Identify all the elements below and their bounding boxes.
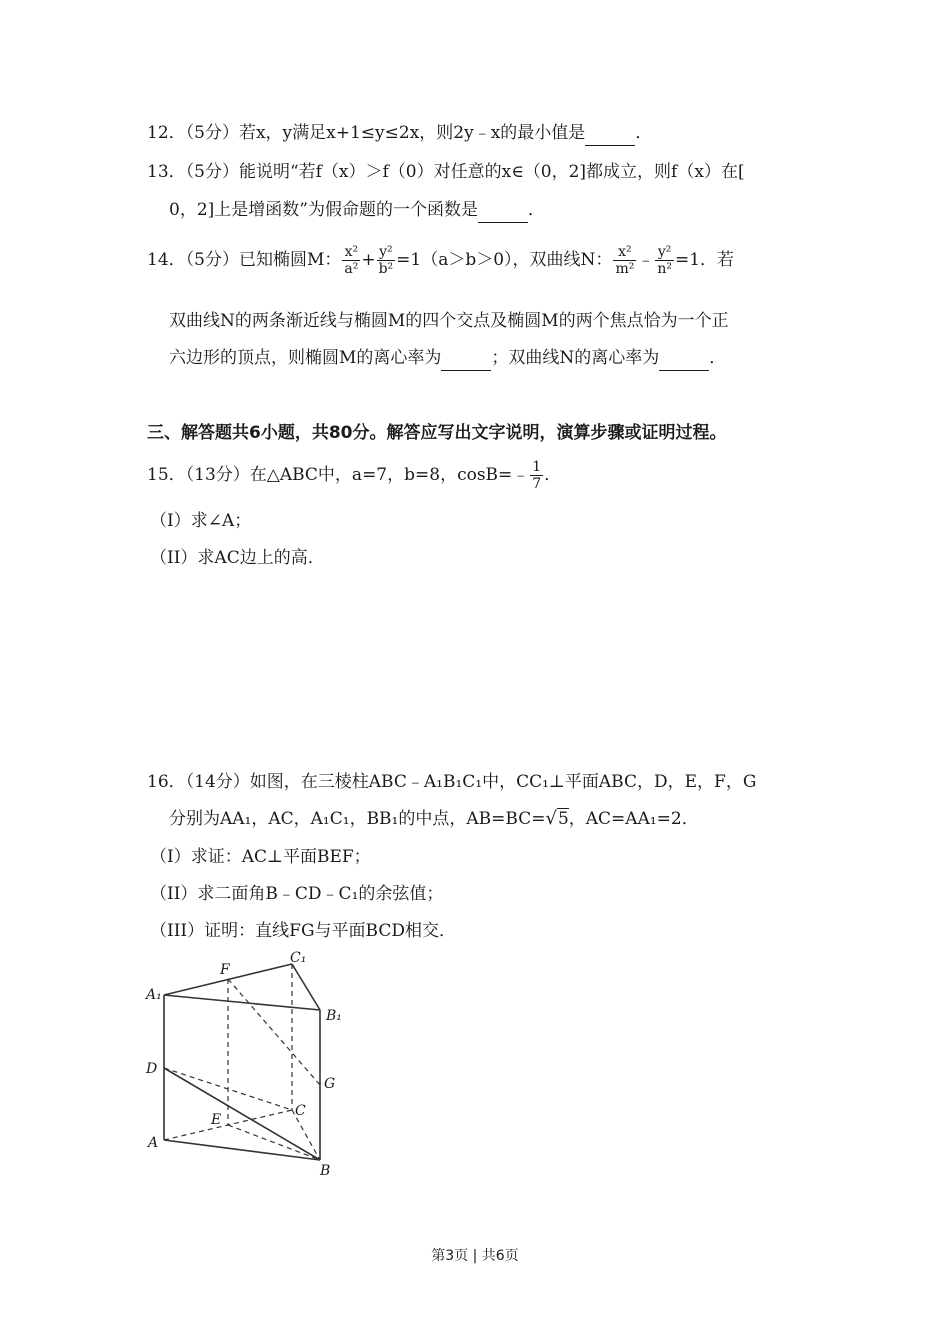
q14-line2: 双曲线N的两条渐近线与椭圆M的四个交点及椭圆M的两个焦点恰为一个正 [169,311,729,331]
edge-c1-b1 [292,964,320,1010]
q14-fraction-x2-m2 [613,244,636,277]
frac-denominator: b² [378,261,394,277]
minus-sign: ﹣ [637,250,655,270]
q15-fraction [530,459,543,492]
q14-fraction-y2-b2 [377,244,396,277]
q15-prefix: 15．（13分）在△ABC中，a=7，b=8，cosB=﹣ [147,465,530,485]
section3-heading: 三、解答题共6小题，共80分。解答应写出文字说明，演算步骤或证明过程。 [147,423,727,443]
frac-numerator: 1 [532,459,542,475]
q14-end: ． [709,348,727,368]
q14-mid: =1（a＞b＞0），双曲线N： [396,250,613,270]
question-15-part1 [150,509,251,533]
q15-part1-text: （I）求∠A； [150,511,252,531]
label-a1: A₁ [146,987,162,1003]
q13-answer-blank [478,198,528,223]
q12-answer-blank [585,121,635,146]
q16-line1-text: 16．（14分）如图，在三棱柱ABC﹣A₁B₁C₁中，CC₁⊥平面ABC，D，E，F，G [147,772,757,792]
question-14-line2 [169,309,729,333]
label-b: B [320,1163,331,1179]
q15-part2-text: （II）求AC边上的高． [150,548,325,568]
question-16-line1 [147,770,756,794]
label-a: A [148,1135,159,1151]
q14-blank-2 [659,346,709,371]
frac-denominator: n² [657,261,672,277]
q12-text: 12．（5分）若x，y满足x+1≤y≤2x，则2y﹣x的最小值是 [147,123,586,143]
q12-end: ． [635,123,653,143]
label-d: D [146,1061,158,1077]
label-c: C [295,1103,306,1119]
frac-denominator: m² [615,261,635,277]
q16-line2b-text: ，AC=AA₁=2． [568,809,699,829]
frac-denominator: 7 [532,476,542,492]
question-14-line1 [147,240,734,280]
frac-denominator: a² [344,261,359,277]
sqrt-symbol: √ [545,808,557,829]
q14-prefix: 14．（5分）已知椭圆M： [147,250,342,270]
edge-a-b [164,1140,320,1160]
q14-line3b: ；双曲线N的离心率为 [491,348,660,368]
q13-line2: 0，2]上是增函数”为假命题的一个函数是 [169,200,478,220]
q15-end: ． [544,465,562,485]
question-15-part2 [150,546,325,570]
q13-line1: 13．（5分）能说明“若f（x）＞f（0）对任意的x∈（0，2]都成立，则f（x）在[ [147,162,745,182]
q14-line3a: 六边形的顶点，则椭圆M的离心率为 [169,348,442,368]
edge-f-g-dashed [228,979,320,1085]
question-16-line2 [169,807,699,831]
q16-part2-text: （II）求二面角B﹣CD﹣C₁的余弦值； [150,884,444,904]
q14-suffix: =1．若 [674,250,735,270]
q13-end: ． [527,200,545,220]
page-number: 第3页 | 共6页 [431,1248,519,1264]
question-16-part2 [150,882,443,906]
prism-figure [140,950,360,1180]
edge-a1-b1 [164,995,320,1010]
question-13-line2 [169,198,545,223]
question-16-part1 [150,845,371,869]
label-f: F [220,962,230,978]
question-15 [147,455,561,495]
frac-numerator: x² [342,244,360,261]
question-14-line3 [169,346,726,371]
q14-blank-1 [441,346,491,371]
q16-part3-text: （III）证明：直线FG与平面BCD相交． [150,921,456,941]
frac-numerator: x² [613,244,636,261]
q14-fraction-y2-n2 [655,244,674,277]
section-heading [147,421,726,445]
q14-fraction-x2-a2 [342,244,360,277]
q16-part1-text: （I）求证：AC⊥平面BEF； [150,847,371,867]
sqrt-radicand: 5 [557,809,569,829]
page-footer [0,1245,950,1265]
question-16-part3 [150,919,456,943]
question-12 [147,121,652,146]
plus-sign: + [361,250,376,270]
label-g: G [324,1076,336,1092]
frac-numerator: y² [377,244,396,261]
q16-line2a-text: 分别为AA₁，AC，A₁C₁，BB₁的中点，AB=BC= [169,809,546,829]
label-e: E [211,1112,222,1128]
frac-numerator: y² [655,244,674,261]
question-13-line1 [147,160,745,184]
label-c1: C₁ [290,950,307,966]
label-b1: B₁ [326,1008,342,1024]
